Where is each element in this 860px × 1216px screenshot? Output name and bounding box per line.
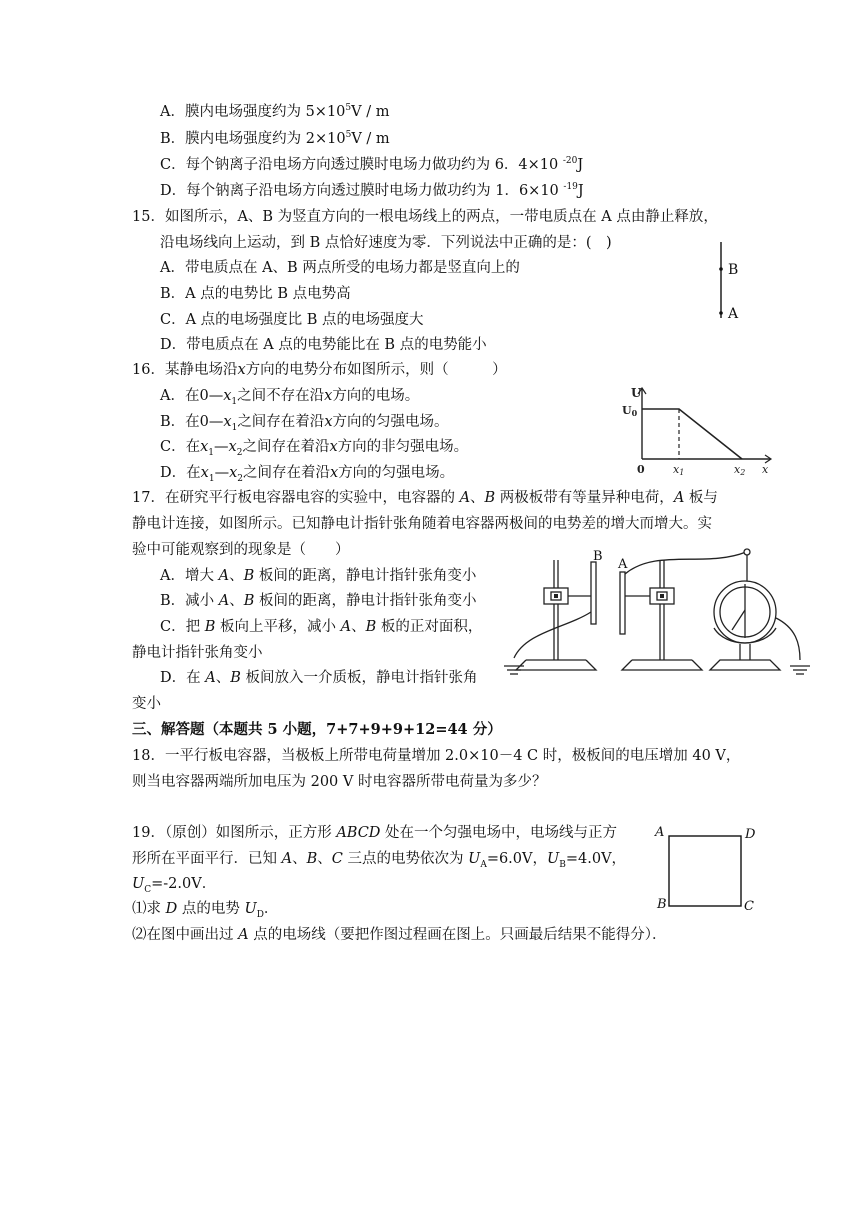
q19-square [669,836,741,906]
q14-option-d: D．每个钠离子沿电场方向透过膜时电场力做功约为 1．6×10 $^{-19}$J [160,182,584,199]
q17-option-a: A．增大 A、B 板间的距离，静电计指针张角变小 [160,568,477,584]
q15-stem-line2: 沿电场线向上运动，到 B 点恰好速度为零．下列说法中正确的是：( ) [160,235,612,251]
q17-stem-line3: 验中可能观察到的现象是（ ） [132,542,350,558]
q17-capacitor-apparatus-figure [496,548,816,683]
q19-label-b: B [657,897,667,912]
q16-potential-graph [620,381,780,481]
q19-label-c: C [744,899,754,914]
q17-stem-line1: 17．在研究平行板电容器电容的实验中，电容器的 A、B 两极板带有等量异种电荷，A 板与 [132,490,718,506]
q15-field-line-figure [712,236,752,326]
q16-u-label: U [631,386,642,400]
q16-x1-label: x1 [673,463,685,477]
q17-option-d-line1: D．在 A、B 板间放入一介质板，静电计指针张角 [160,670,478,686]
q19-part1: ⑴求 D 点的电势 $U_D$． [132,901,279,920]
q15-stem-line1: 15．如图所示，A、B 为竖直方向的一根电场线上的两点，一带电质点在 A 点由静止释放， [132,209,718,225]
q18-line2: 则当电容器两端所加电压为 200 V 时电容器所带电荷量为多少？ [132,774,547,790]
q17-option-b: B．减小 A、B 板间的距离，静电计指针张角变小 [160,593,477,609]
q16-x-label: x [762,463,769,476]
q17-option-c-line1: C．把 B 板向上平移，减小 A、B 板的正对面积， [160,619,483,635]
q16-potential-curve [642,409,742,459]
q18-line1: 18．一平行板电容器，当极板上所带电荷量增加 2.0×10－4 C 时，极板间的电压增加 40 V， [132,748,741,764]
q16-origin-label: 0 [637,463,645,476]
q15-label-b: B [728,262,739,278]
q15-label-a: A [728,306,739,322]
q17-option-c-line2: 静电计指针张角变小 [132,645,263,661]
q14-option-c: C．每个钠离子沿电场方向透过膜时电场力做功约为 6．4×10 $^{-20}$J [160,156,584,173]
q15-option-d: D．带电质点在 A 点的电势能比在 B 点的电势能小 [160,337,487,353]
q16-option-d: D．在$x_1—x_2$之间存在着沿x方向的匀强电场。 [160,465,455,484]
q16-option-a: A．在$0—x_1$之间不存在沿x方向的电场。 [160,388,420,407]
q16-stem: 16．某静电场沿x方向的电势分布如图所示，则（ ） [132,362,507,378]
q17-option-d-line2: 变小 [132,696,161,712]
q16-u0-label: U0 [622,404,638,418]
q17-label-a: A [618,557,628,572]
q17-label-b: B [593,549,603,564]
q15-option-c: C．A 点的电场强度比 B 点的电场强度大 [160,312,424,328]
q16-option-c: C．在$x_1—x_2$之间存在着沿x方向的非匀强电场。 [160,439,469,458]
q15-option-a: A．带电质点在 A、B 两点所受的电场力都是竖直向上的 [160,260,520,276]
q14-option-b: B．膜内电场强度约为 $2\times 10^5V / m$ [160,130,390,147]
q16-x2-label: x2 [734,463,746,477]
q17-stem-line2: 静电计连接，如图所示。已知静电计指针张角随着电容器两极间的电势差的增大而增大。实 [132,516,712,532]
q19-line1: 19．（原创）如图所示，正方形 ABCD 处在一个匀强电场中，电场线与正方 [132,825,618,841]
q19-label-a: A [655,825,665,840]
q19-label-d: D [745,827,756,842]
q16-option-b: B．在$0—x_1$之间存在着沿x方向的匀强电场。 [160,414,449,433]
section-3-heading: 三、解答题（本题共 5 小题，7+7+9+9+12=44 分） [132,721,502,738]
q19-line3: $U_C=-2.0V$． [132,876,217,895]
q19-part2: ⑵在图中画出过 A 点的电场线（要把作图过程画在图上。只画最后结果不能得分）． [132,927,667,943]
q19-square-abcd-figure [652,824,762,914]
q15-option-b: B．A 点的电势比 B 点电势高 [160,286,351,302]
q19-line2: 形所在平面平行．已知 A、B、C 三点的电势依次为 $U_A=6.0V$，$U_B=4.0V$， [132,851,627,870]
q14-option-a: A．膜内电场强度约为 $5\times 10^5V / m$ [160,103,390,120]
